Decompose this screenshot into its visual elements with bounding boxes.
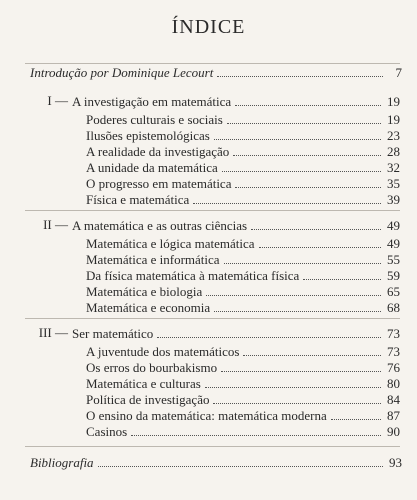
entry-page: 84 [387,392,400,407]
entry-label: Ser matemático [72,326,154,341]
divider [25,210,400,211]
entry-page: 32 [387,160,400,175]
entry-page: 55 [387,252,400,267]
toc-part-heading[interactable] [72,93,400,110]
toc-entry[interactable] [86,251,400,268]
toc-entry[interactable] [86,191,400,208]
dot-leader [217,64,383,77]
entry-label: Bibliografia [30,455,94,470]
entry-page: 90 [387,424,400,439]
entry-label: A unidade da matemática [86,160,218,175]
entry-label: A matemática e as outras ciências [72,218,248,233]
toc-part-heading[interactable] [72,325,400,342]
toc-entry[interactable] [86,127,400,144]
dot-leader [331,407,381,420]
toc-entry[interactable] [86,359,400,376]
entry-page: 49 [387,236,400,251]
toc-entry[interactable] [86,375,400,392]
dot-leader [214,299,381,312]
entry-page: 68 [387,300,400,315]
entry-label: Matemática e lógica matemática [86,236,255,251]
toc-entry-introduction[interactable] [30,64,402,81]
entry-label: Poderes culturais e sociais [86,112,223,127]
entry-page: 39 [387,192,400,207]
entry-page: 19 [387,94,400,109]
entry-page: 87 [387,408,400,423]
entry-label: Matemática e culturas [86,376,201,391]
toc-entry[interactable] [86,175,400,192]
divider [25,446,400,447]
entry-page: 80 [387,376,400,391]
part-numeral: II — [43,217,68,232]
page-title: ÍNDICE [171,16,246,38]
toc-entry[interactable] [86,111,400,128]
entry-page: 59 [387,268,400,283]
toc-entry[interactable] [86,267,400,284]
entry-page: 7 [395,65,402,80]
dot-leader [205,375,381,388]
dot-leader [214,127,381,140]
entry-page: 19 [387,112,400,127]
dot-leader [224,251,381,264]
dot-leader [206,283,381,296]
toc-entry[interactable] [86,407,400,424]
part-numeral: I — [47,93,68,108]
entry-label: Matemática e biologia [86,284,203,299]
entry-label: Física e matemática [86,192,190,207]
entry-page: 28 [387,144,400,159]
entry-page: 93 [389,455,402,470]
entry-label: Matemática e economia [86,300,211,315]
dot-leader [157,325,381,338]
divider [25,318,400,319]
dot-leader [222,159,381,172]
entry-page: 49 [387,218,400,233]
entry-label: Da física matemática à matemática física [86,268,300,283]
dot-leader [221,359,381,372]
dot-leader [243,343,381,356]
dot-leader [131,423,381,436]
entry-label: Introdução por Dominique Lecourt [30,65,214,80]
dot-leader [193,191,381,204]
entry-page: 76 [387,360,400,375]
toc-part-heading[interactable] [72,217,400,234]
entry-label: Casinos [86,424,128,439]
toc-entry[interactable] [86,283,400,300]
dot-leader [235,93,381,106]
toc-entry[interactable] [86,299,400,316]
entry-label: O progresso em matemática [86,176,232,191]
dot-leader [259,235,381,248]
dot-leader [227,111,381,124]
entry-label: A investigação em matemática [72,94,232,109]
toc-entry[interactable] [86,391,400,408]
toc-entry[interactable] [86,423,400,440]
dot-leader [98,454,383,467]
dot-leader [303,267,381,280]
dot-leader [251,217,381,230]
entry-page: 23 [387,128,400,143]
entry-label: A juventude dos matemáticos [86,344,240,359]
entry-label: Ilusões epistemológicas [86,128,210,143]
dot-leader [235,175,381,188]
toc-entry[interactable] [86,235,400,252]
toc-entry-bibliography[interactable] [30,454,402,471]
entry-label: Política de investigação [86,392,210,407]
entry-page: 65 [387,284,400,299]
entry-label: O ensino da matemática: matemática moderna [86,408,327,423]
entry-page: 73 [387,344,400,359]
entry-label: A realidade da investigação [86,144,230,159]
toc-entry[interactable] [86,143,400,160]
part-numeral: III — [38,325,68,340]
entry-page: 35 [387,176,400,191]
entry-label: Matemática e informática [86,252,220,267]
entry-label: Os erros do bourbakismo [86,360,218,375]
toc-entry[interactable] [86,343,400,360]
entry-page: 73 [387,326,400,341]
dot-leader [233,143,381,156]
dot-leader [213,391,381,404]
toc-entry[interactable] [86,159,400,176]
